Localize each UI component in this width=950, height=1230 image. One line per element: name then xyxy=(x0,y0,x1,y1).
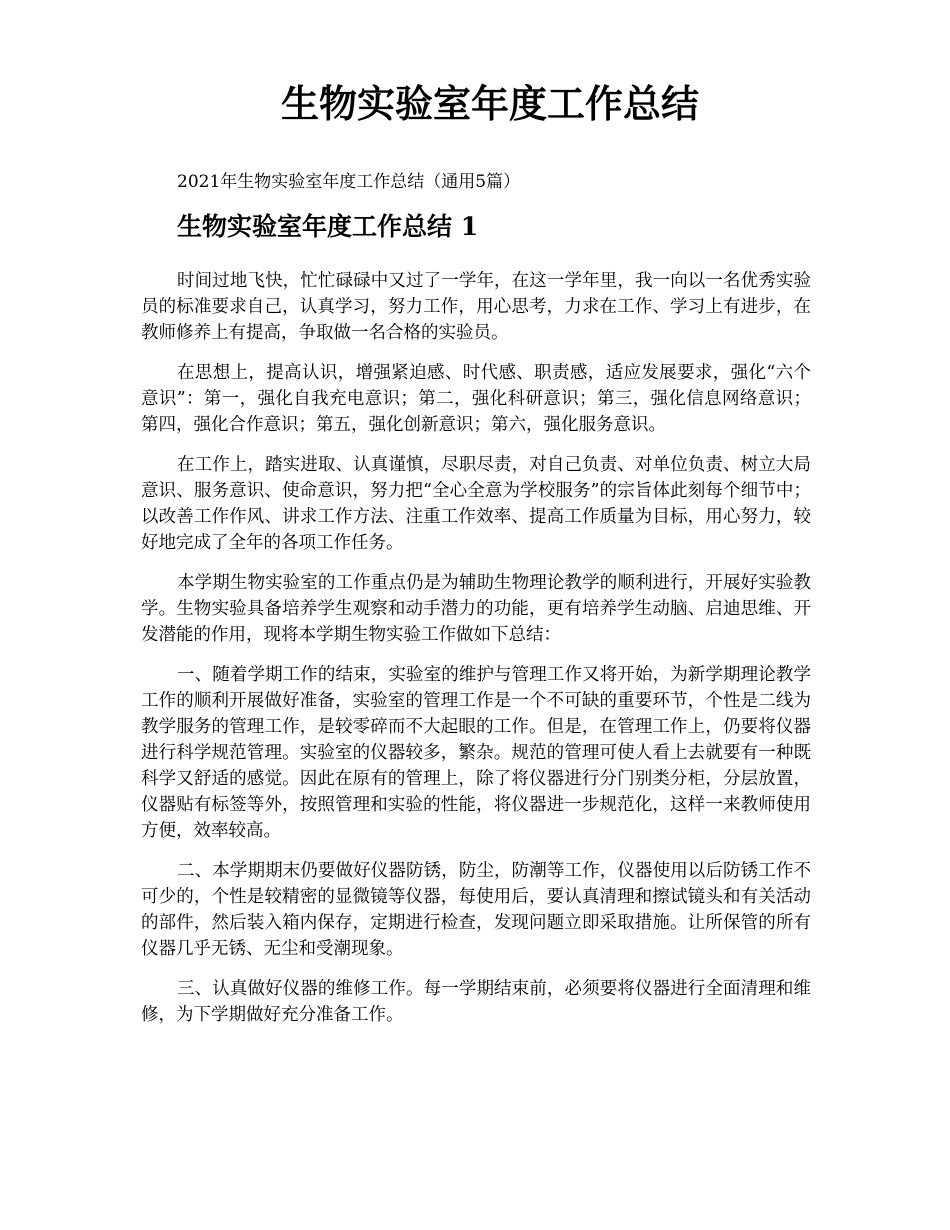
paragraph: 在工作上，踏实进取、认真谨慎，尽职尽责，对自己负责、对单位负责、树立大局意识、服务意识、使命意识，努力把“全心全意为学校服务”的宗旨体此刻每个细节中；以改善工作作风、讲求工作方法、注重工作效率、提高工作质量为目标，用心努力，较好地完成了全年的各项工作任务。 xyxy=(141,455,811,553)
paragraph: 一、随着学期工作的结束，实验室的维护与管理工作又将开始，为新学期理论教学工作的顺利开展做好准备，实验室的管理工作是一个不可缺的重要环节，个性是二线为教学服务的管理工作，是较零碎而不大起眼的工作。但是，在管理工作上，仍要将仪器进行科学规范管理。实验室的仪器较多，繁杂。规范的管理可使人看上去就要有一种既科学又舒适的感觉。因此在原有的管理上，除了将仪器进行分门别类分柜，分层放置，仪器贴有标签等外，按照管理和实验的性能，将仪器进一步规范化，这样一来教师使用方便，效率较高。 xyxy=(141,665,811,841)
paragraph: 本学期生物实验室的工作重点仍是为辅助生物理论教学的顺利进行，开展好实验教学。生物实验具备培养学生观察和动手潜力的功能，更有培养学生动脑、启迪思维、开发潜能的作用，现将本学期生物实验工作做如下总结： xyxy=(141,573,811,645)
document-subtitle: 2021年生物实验室年度工作总结（通用5篇） xyxy=(177,172,521,192)
section-heading: 生物实验室年度工作总结 1 xyxy=(177,212,479,241)
paragraph: 二、本学期期末仍要做好仪器防锈，防尘，防潮等工作，仪器使用以后防锈工作不可少的，个性是较精密的显微镜等仪器，每使用后，要认真清理和擦试镜头和有关活动的部件，然后装入箱内保存，定期进行检查，发现问题立即采取措施。让所保管的所有仪器几乎无锈、无尘和受潮现象。 xyxy=(141,861,811,959)
body-text xyxy=(141,268,811,1042)
document-title: 生物实验室年度工作总结 xyxy=(280,81,699,126)
paragraph: 时间过地飞快，忙忙碌碌中又过了一学年，在这一学年里，我一向以一名优秀实验员的标准要求自己，认真学习，努力工作，用心思考，力求在工作、学习上有进步，在教师修养上有提高，争取做一名合格的实验员。 xyxy=(141,271,811,343)
paragraph: 三、认真做好仪器的维修工作。每一学期结束前，必须要将仪器进行全面清理和维修，为下学期做好充分准备工作。 xyxy=(141,979,811,1025)
paragraph: 在思想上，提高认识，增强紧迫感、时代感、职责感，适应发展要求，强化“六个意识”：第一，强化自我充电意识；第二，强化科研意识；第三，强化信息网络意识；第四，强化合作意识；第五，强化创新意识；第六，强化服务意识。 xyxy=(141,363,811,435)
